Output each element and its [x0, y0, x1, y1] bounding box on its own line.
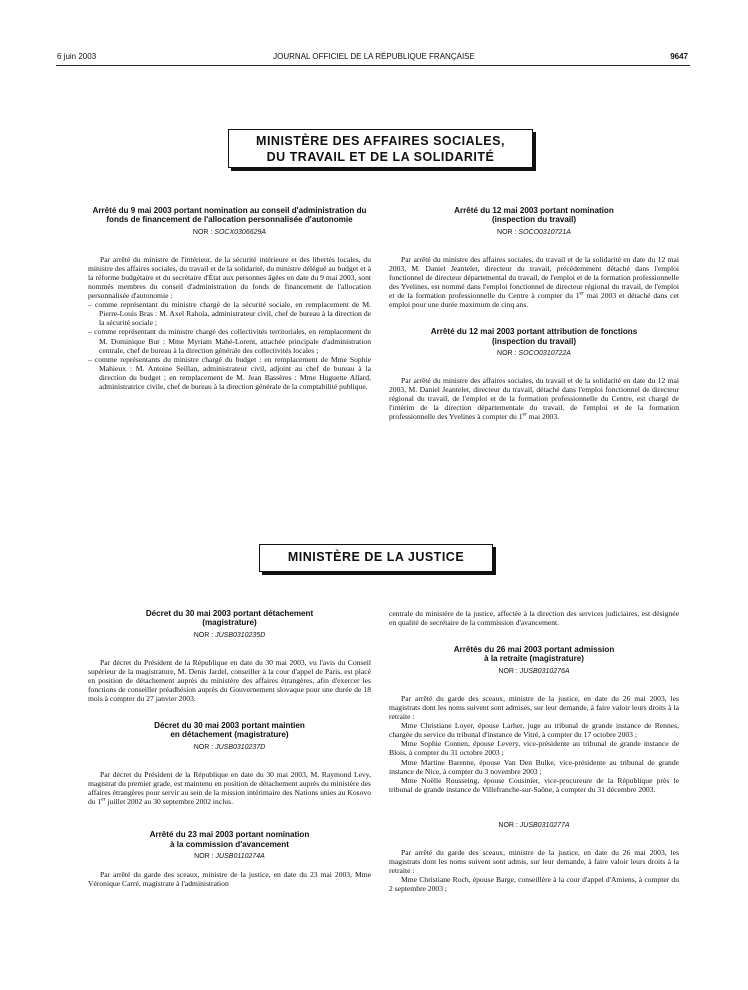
nor-label: NOR :: [192, 228, 215, 236]
list-item: Mme Christiane Loyer, épouse Larher, juge au tribunal de grande instance de Rennes, chargée du service du tribunal d'instance de Vitré, à compter du 17 octobre 2003 ;: [389, 721, 679, 740]
article-title: Arrêté du 9 mai 2003 portant nomination au conseil d'administration du fonds de financement de l'allocation personnalisée d'autonomie: [92, 206, 367, 225]
nor-label: NOR :: [194, 852, 216, 860]
nor-reference: [88, 631, 371, 640]
nor-label: NOR :: [498, 667, 520, 675]
article-subtitle: en détachement (magistrature): [170, 730, 289, 740]
ministry-heading-social-affairs: [228, 129, 533, 168]
article-body: Par arrêté du ministre des affaires sociales, du travail et de la solidarité en date du 12 mai 2003, M. Daniel Jeantelet, directeur du travail, détaché dans l'emploi fonctionnel de directeur régional du travail, de l'emploi et de la formation professionnelle du Centre, est chargé de l'intérim de la direction départementale du travail, de l'emploi et de la formation professionnelle des Yvelines à compter du 1er mai 2003.: [389, 375, 679, 422]
article-subtitle: (inspection du travail): [491, 336, 577, 346]
nor-code: JUSB0310237D: [215, 743, 266, 751]
article-body: Par décret du Président de la République en date du 30 mai 2003, M. Raymond Levy, magistrat du premier grade, est maintenu en position de détachement auprès du ministère des affaires étrangères pour servir au sein de la mission intérimaire des Nations unies au Kosovo du 1er juillet 2002 au 30 septembre 2002 inclus.: [88, 769, 371, 807]
article-subtitle: à la retraite (magistrature): [484, 654, 584, 664]
article-arrete-9-mai: [88, 206, 371, 391]
article-subtitle: (magistrature): [202, 618, 257, 628]
nor-code: JUSB0310276A: [519, 667, 570, 675]
list-item: – comme représentant du ministre chargé de la sécurité sociale, en remplacement de M. Pierre-Louis Bras : M. Axel Rahola, administrateur civil, chef de bureau à la direction de la sécurité sociale ;: [88, 300, 371, 328]
nor-reference: [88, 852, 371, 861]
nor-code: JUSB0110274A: [215, 852, 265, 860]
nor-code: SOCO0310722A: [518, 349, 571, 357]
list-item: Mme Noëlle Rousseing, épouse Cousinier, vice-procureure de la République près le tribunal de grande instance de Villefranche-sur-Saône, à compter du 31 décembre 2003.: [389, 775, 679, 794]
article-body: Par décret du Président de la République en date du 30 mai 2003, vu l'avis du Conseil supérieur de la magistrature, M. Denis Jardel, conseiller à la cour d'appel de Paris, est placé en position de détachement auprès du ministère des affaires étrangères, afin d'exercer les fonctions de conseiller préadhésion auprès du Gouvernement slovaque pour une durée de 18 mois à compter du 27 janvier 2003.: [88, 657, 371, 704]
column-right-top: [389, 206, 679, 421]
ministry-heading-justice: MINISTÈRE DE LA JUSTICE: [259, 544, 493, 572]
header-page-number: 9647: [670, 52, 688, 61]
article-decret-detachement: [88, 609, 371, 703]
column-right-bottom: [389, 609, 679, 893]
article-decret-maintien: [88, 721, 371, 806]
nor-reference: [389, 667, 679, 676]
nor-reference: [88, 743, 371, 752]
nor-reference: [389, 821, 679, 830]
article-title: Arrêté du 12 mai 2003 portant nomination: [454, 206, 614, 215]
nor-code: JUSB0310235D: [215, 631, 266, 639]
nor-code: SOCX0306629A: [214, 228, 267, 236]
ministry-heading-line-1: MINISTÈRE DES AFFAIRES SOCIALES,: [256, 134, 505, 148]
article-arretes-retraite: [389, 645, 679, 893]
nor-label: NOR :: [193, 743, 216, 751]
article-subtitle: à la commission d'avancement: [170, 839, 289, 849]
article-continuation: centrale du ministère de la justice, affectée à la direction des services judiciaires, est désignée en qualité de secrétaire de la commission d'avancement.: [389, 609, 679, 628]
article-intro: Par arrêté du ministre de l'intérieur, de la sécurité intérieure et des libertés locales, du ministre des affaires sociales, du travail et de la solidarité, du ministre délégué au budget et à la réforme budgétaire et du secrétaire d'État aux personnes âgées en date du 9 mai 2003, sont nommés membres du conseil d'administration du fonds de financement de l'allocation personnalisée d'autonomie :: [88, 254, 371, 301]
article-arrete-12-mai-attribution: [389, 327, 679, 421]
nor-reference: [389, 349, 679, 358]
header-journal-title: JOURNAL OFFICIEL DE LA RÉPUBLIQUE FRANÇAISE: [273, 52, 475, 61]
article-title: Arrêté du 23 mai 2003 portant nomination: [149, 830, 310, 840]
nor-reference: [88, 228, 371, 237]
nor-code: JUSB0310277A: [519, 821, 570, 829]
nor-reference: [389, 228, 679, 237]
article-title: Décret du 30 mai 2003 portant détachement: [145, 609, 314, 618]
article-subtitle: (inspection du travail): [491, 215, 577, 225]
list-item: – comme représentant du ministre chargé des collectivités territoriales, en remplacement de M. Dominique Bur : Mme Myriam Mahé-Lorent, attachée principale d'administration centrale, chef de bureau à la direction générale des collectivités locales ;: [88, 327, 371, 355]
list-item: Mme Sophie Connen, épouse Levery, vice-présidente au tribunal de grande instance de Blois, à compter du 31 octobre 2003 ;: [389, 739, 679, 758]
list-item: Mme Martine Barenne, épouse Van Den Bulke, vice-présidente au tribunal de grande instance de Nice, à compter du 3 novembre 2003 ;: [389, 757, 679, 776]
article-intro: Par arrêté du garde des sceaux, ministre de la justice, en date du 26 mai 2003, les magistrats dont les noms suivent sont admis, sur leur demande, à faire valoir leurs droits à la retraite :: [389, 848, 679, 876]
nor-label: NOR :: [193, 631, 216, 639]
list-item: – comme représentants du ministre chargé du budget : en remplacement de Mme Sophie Mahieux : M. Antoine Seillan, administrateur civil, adjoint au chef de bureau à la direction du budget ; en remplacement de M. Jean Bassères : Mme Huguette Allard, administratrice civile, chef de bureau à la direction générale de la comptabilité publique.: [88, 354, 371, 391]
article-body: Par arrêté du ministre des affaires sociales, du travail et de la solidarité en date du 12 mai 2003, M. Daniel Jeantelet, directeur du travail, précédemment détaché dans l'emploi fonctionnel de directeur départemental du travail, de l'emploi et de la formation professionnelle des Yvelines, est nommé dans l'emploi fonctionnel de directeur régional du travail, de l'emploi et de la formation professionnelle du Centre à compter du 1er mai 2003 et détaché dans cet emploi pour une durée maximum de cinq ans.: [389, 254, 679, 310]
article-title: Arrêté du 12 mai 2003 portant attribution de fonctions: [430, 327, 638, 337]
column-left-bottom: [88, 609, 371, 888]
header-date: 6 juin 2003: [57, 52, 97, 61]
article-title: Décret du 30 mai 2003 portant maintien: [154, 721, 305, 731]
list-item: Mme Christiane Roch, épouse Barge, conseillère à la cour d'appel d'Amiens, à compter du 2 septembre 2003 ;: [389, 875, 679, 894]
ministry-heading-line-2: DU TRAVAIL ET DE LA SOLIDARITÉ: [266, 150, 495, 164]
article-title: Arrêtés du 26 mai 2003 portant admission: [453, 645, 615, 655]
nor-code: SOCO0310721A: [518, 228, 571, 236]
column-left-top: [88, 206, 371, 391]
nor-label: NOR :: [497, 349, 519, 357]
article-body: Par arrêté du garde des sceaux, ministre de la justice, en date du 23 mai 2003, Mme Véronique Carré, magistrate à l'administration: [88, 869, 371, 888]
article-arrete-12-mai-nomination: [389, 206, 679, 309]
nor-label: NOR :: [498, 821, 520, 829]
article-intro: Par arrêté du garde des sceaux, ministre de la justice, en date du 26 mai 2003, les magistrats dont les noms suivent sont admises, sur leur demande, à faire valoir leurs droits à la retraite :: [389, 693, 679, 722]
article-arrete-commission: [88, 830, 371, 888]
header-rule: [56, 65, 690, 66]
nor-label: NOR :: [497, 228, 519, 236]
